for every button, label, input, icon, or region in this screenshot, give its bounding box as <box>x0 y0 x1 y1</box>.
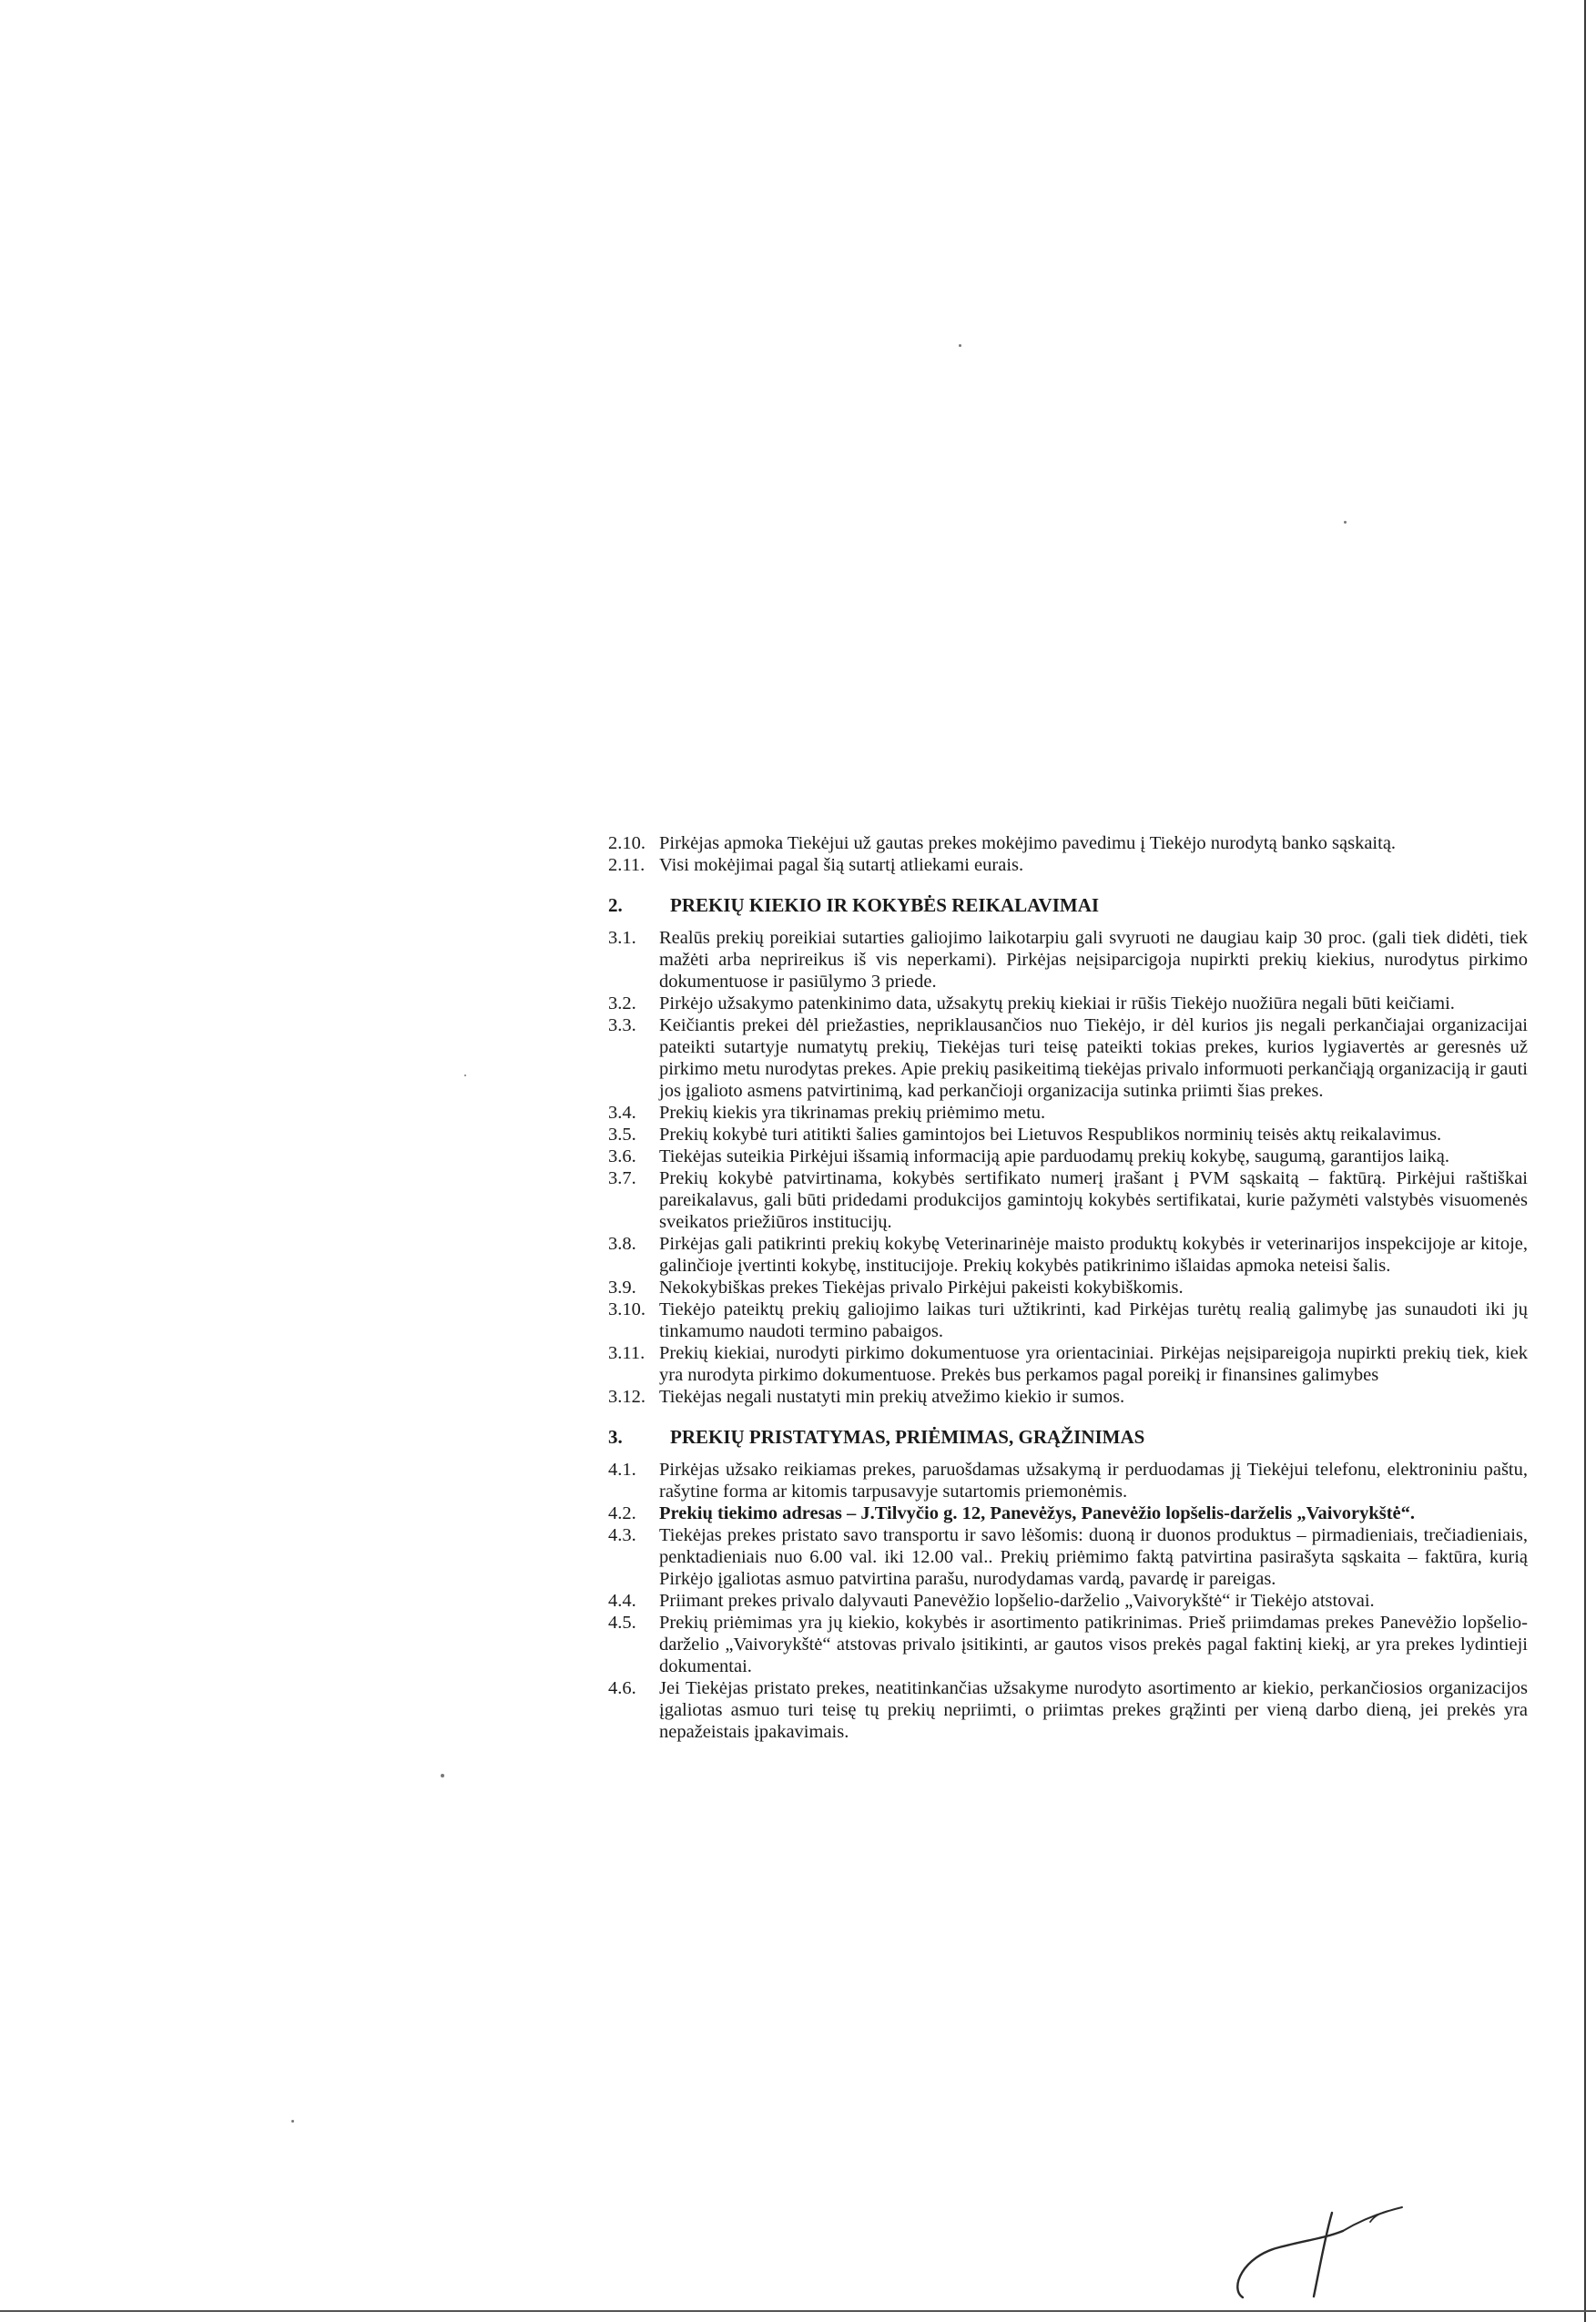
clauses-delivery <box>608 1459 1528 1743</box>
clause <box>608 1124 1528 1146</box>
scan-speck <box>464 1074 466 1076</box>
clause-number: 3.3. <box>608 1015 636 1035</box>
scan-speck <box>1344 521 1347 524</box>
clause-number: 4.6. <box>608 1678 636 1698</box>
clause <box>608 1524 1528 1590</box>
clause <box>608 1146 1528 1167</box>
clause <box>608 1342 1528 1386</box>
clause <box>608 1298 1528 1342</box>
scan-speck <box>441 1774 444 1777</box>
clause <box>608 1590 1528 1612</box>
section-heading <box>608 1426 1528 1448</box>
clause <box>608 1386 1528 1408</box>
clause-number: 4.1. <box>608 1460 636 1480</box>
clause-number: 3.2. <box>608 993 636 1013</box>
clause-text: Jei Tiekėjas pristato prekes, neatitinkančias užsakyme nurodyto asortimento ar kiekio, perkančiosios organizacijos įgaliotas asmuo turi teisę tų prekių nepriimti, o priimtas prekes grąžinti per vieną darbo dieną, jei prekės yra nepažeistais įpakavimais. <box>659 1678 1528 1742</box>
clause-number: 3.1. <box>608 928 636 948</box>
clause <box>608 832 1528 854</box>
clause-number: 3.9. <box>608 1278 636 1298</box>
clause-text: Prekių kokybė patvirtinama, kokybės sertifikato numerį įrašant į PVM sąskaitą – faktūrą. Pirkėjui raštiškai pareikalavus, gali būti pridedami produkcijos gamintojų kokybės sertifikatai, kurie pažymėti valstybės visuomenės sveikatos priežiūros institucijų. <box>659 1168 1528 1232</box>
section-heading <box>608 894 1528 916</box>
clause-number: 3.4. <box>608 1103 636 1123</box>
clause-number: 4.3. <box>608 1525 636 1545</box>
clause-number: 3.8. <box>608 1234 636 1254</box>
clause-number: 3.7. <box>608 1168 636 1188</box>
clause-text: Pirkėjo užsakymo patenkinimo data, užsakytų prekių kiekiai ir rūšis Tiekėjo nuožiūra negali būti keičiami. <box>659 993 1455 1013</box>
clause <box>608 1677 1528 1743</box>
page-right-edge <box>1584 0 1586 2322</box>
clause-text: Pirkėjas užsako reikiamas prekes, paruošdamas užsakymą ir perduodamas jį Tiekėjui telefonu, elektroniniu paštu, rašytine forma ar kitomis tarpusavyje sutartomis priemonėmis. <box>659 1460 1528 1502</box>
clause-text-delivery-address: Prekių tiekimo adresas – J.Tilvyčio g. 12, Panevėžys, Panevėžio lopšelis-darželis „Vaivorykštė“. <box>659 1503 1416 1523</box>
section-title: PREKIŲ PRISTATYMAS, PRIĖMIMAS, GRĄŽINIMAS <box>670 1426 1145 1448</box>
clause-text: Pirkėjas apmoka Tiekėjui už gautas prekes mokėjimo pavedimu į Tiekėjo nurodytą banko sąskaitą. <box>659 833 1397 853</box>
clause <box>608 1502 1528 1524</box>
clause <box>608 1233 1528 1277</box>
clause-number: 2.11. <box>608 855 646 875</box>
clause-number: 3.12. <box>608 1387 646 1407</box>
clause-text: Realūs prekių poreikiai sutarties galiojimo laikotarpiu gali svyruoti ne daugiau kaip 30 proc. (gali tiek didėti, tiek mažėti arba neprireikus iš vis neperkami). Pirkėjas neįsiparcigoja nupirkti prekių kiekius, nurodytus pirkimo dokumentuose ir pasiūlymo 3 priede. <box>659 928 1528 992</box>
clause-text: Prekių kokybė turi atitikti šalies gamintojos bei Lietuvos Respublikos norminių teisės aktų reikalavimus. <box>659 1125 1442 1145</box>
clause <box>608 854 1528 876</box>
clause <box>608 993 1528 1014</box>
clause <box>608 1102 1528 1124</box>
clause <box>608 1612 1528 1677</box>
clause <box>608 1459 1528 1502</box>
contract-page-content <box>608 832 1528 1743</box>
clause-text: Tiekėjo pateiktų prekių galiojimo laikas turi užtikrinti, kad Pirkėjas turėtų realią galimybę jas sunaudoti iki jų tinkamumo naudoti termino pabaigos. <box>659 1299 1528 1341</box>
clause-number: 3.10. <box>608 1299 646 1319</box>
clause-text: Priimant prekes privalo dalyvauti Panevėžio lopšelio-darželio „Vaivorykštė“ ir Tiekėjo atstovai. <box>659 1591 1375 1611</box>
clause-text: Prekių kiekis yra tikrinamas prekių priėmimo metu. <box>659 1103 1046 1123</box>
clauses-quantity-quality <box>608 927 1528 1408</box>
clause <box>608 1277 1528 1298</box>
section-title: PREKIŲ KIEKIO IR KOKYBĖS REIKALAVIMAI <box>670 894 1100 916</box>
clause-number: 2.10. <box>608 833 646 853</box>
clause-number: 4.4. <box>608 1591 636 1611</box>
clause-text: Pirkėjas gali patikrinti prekių kokybę Veterinarinėje maisto produktų kokybės ir veterinarijos inspekcijoje ar kitoje, galinčioje įvertinti kokybę, institucijoje. Prekių kokybės patikrinimo išlaidas apmoka neteisi šalis. <box>659 1234 1528 1276</box>
clauses-payment <box>608 832 1528 876</box>
clause-text: Keičiantis prekei dėl priežasties, nepriklausančios nuo Tiekėjo, ir dėl kurios jis negali perkančiajai organizacijai pateikti sutartyje numatytų prekių, Tiekėjas turi teisę pateikti tokias prekes, kurios lygiavertės ar geresnės už pirkimo metu nurodytas prekes. Apie prekių pasikeitimą tiekėjas privalo informuoti perkančiąją organizaciją ir gauti jos įgalioto asmens patvirtinimą, kad perkančioji organizacija sutinka priimti šias prekes. <box>659 1015 1528 1101</box>
clause-text: Prekių kiekiai, nurodyti pirkimo dokumentuose yra orientaciniai. Pirkėjas neįsipareigoja nupirkti prekių tiek, kiek yra nurodyta pirkimo dokumentuose. Prekės bus perkamos pagal poreikį ir finansines galimybes <box>659 1343 1528 1385</box>
clause-text: Tiekėjas prekes pristato savo transportu ir savo lėšomis: duoną ir duonos produktus – pirmadieniais, trečiadieniais, penktadieniais nuo 6.00 val. iki 12.00 val.. Prekių priėmimo faktą patvirtina pasirašyta sąskaita – faktūra, kurią Pirkėjo įgaliotas asmuo patvirtina parašu, nurodydamas vardą, pavardę ir pareigas. <box>659 1525 1528 1589</box>
page-bottom-edge <box>0 2310 1596 2312</box>
section-number: 3. <box>608 1426 623 1448</box>
clause-number: 3.11. <box>608 1343 646 1363</box>
handwritten-signature-icon <box>1225 2202 1407 2302</box>
clause-text: Tiekėjas negali nustatyti min prekių atvežimo kiekio ir sumos. <box>659 1387 1125 1407</box>
clause-text: Visi mokėjimai pagal šią sutartį atliekami eurais. <box>659 855 1024 875</box>
clause-number: 4.5. <box>608 1613 636 1633</box>
clause <box>608 1167 1528 1233</box>
clause-text: Tiekėjas suteikia Pirkėjui išsamią informaciją apie parduodamų prekių kokybę, saugumą, garantijos laiką. <box>659 1146 1449 1166</box>
clause-text: Prekių priėmimas yra jų kiekio, kokybės ir asortimento patikrinimas. Prieš priimdamas prekes Panevėžio lopšelio-darželio „Vaivorykštė“ atstovas privalo įsitikinti, ar gautos visos prekės pagal faktinį kiekį, ar yra prekes lydintieji dokumentai. <box>659 1613 1528 1676</box>
section-number: 2. <box>608 894 623 916</box>
clause-text: Nekokybiškas prekes Tiekėjas privalo Pirkėjui pakeisti kokybiškomis. <box>659 1278 1184 1298</box>
scan-speck <box>959 344 961 347</box>
clause <box>608 1014 1528 1102</box>
clause-number: 4.2. <box>608 1503 636 1523</box>
clause <box>608 927 1528 993</box>
clause-number: 3.5. <box>608 1125 636 1145</box>
clause-number: 3.6. <box>608 1146 636 1166</box>
scan-speck <box>291 2120 294 2123</box>
